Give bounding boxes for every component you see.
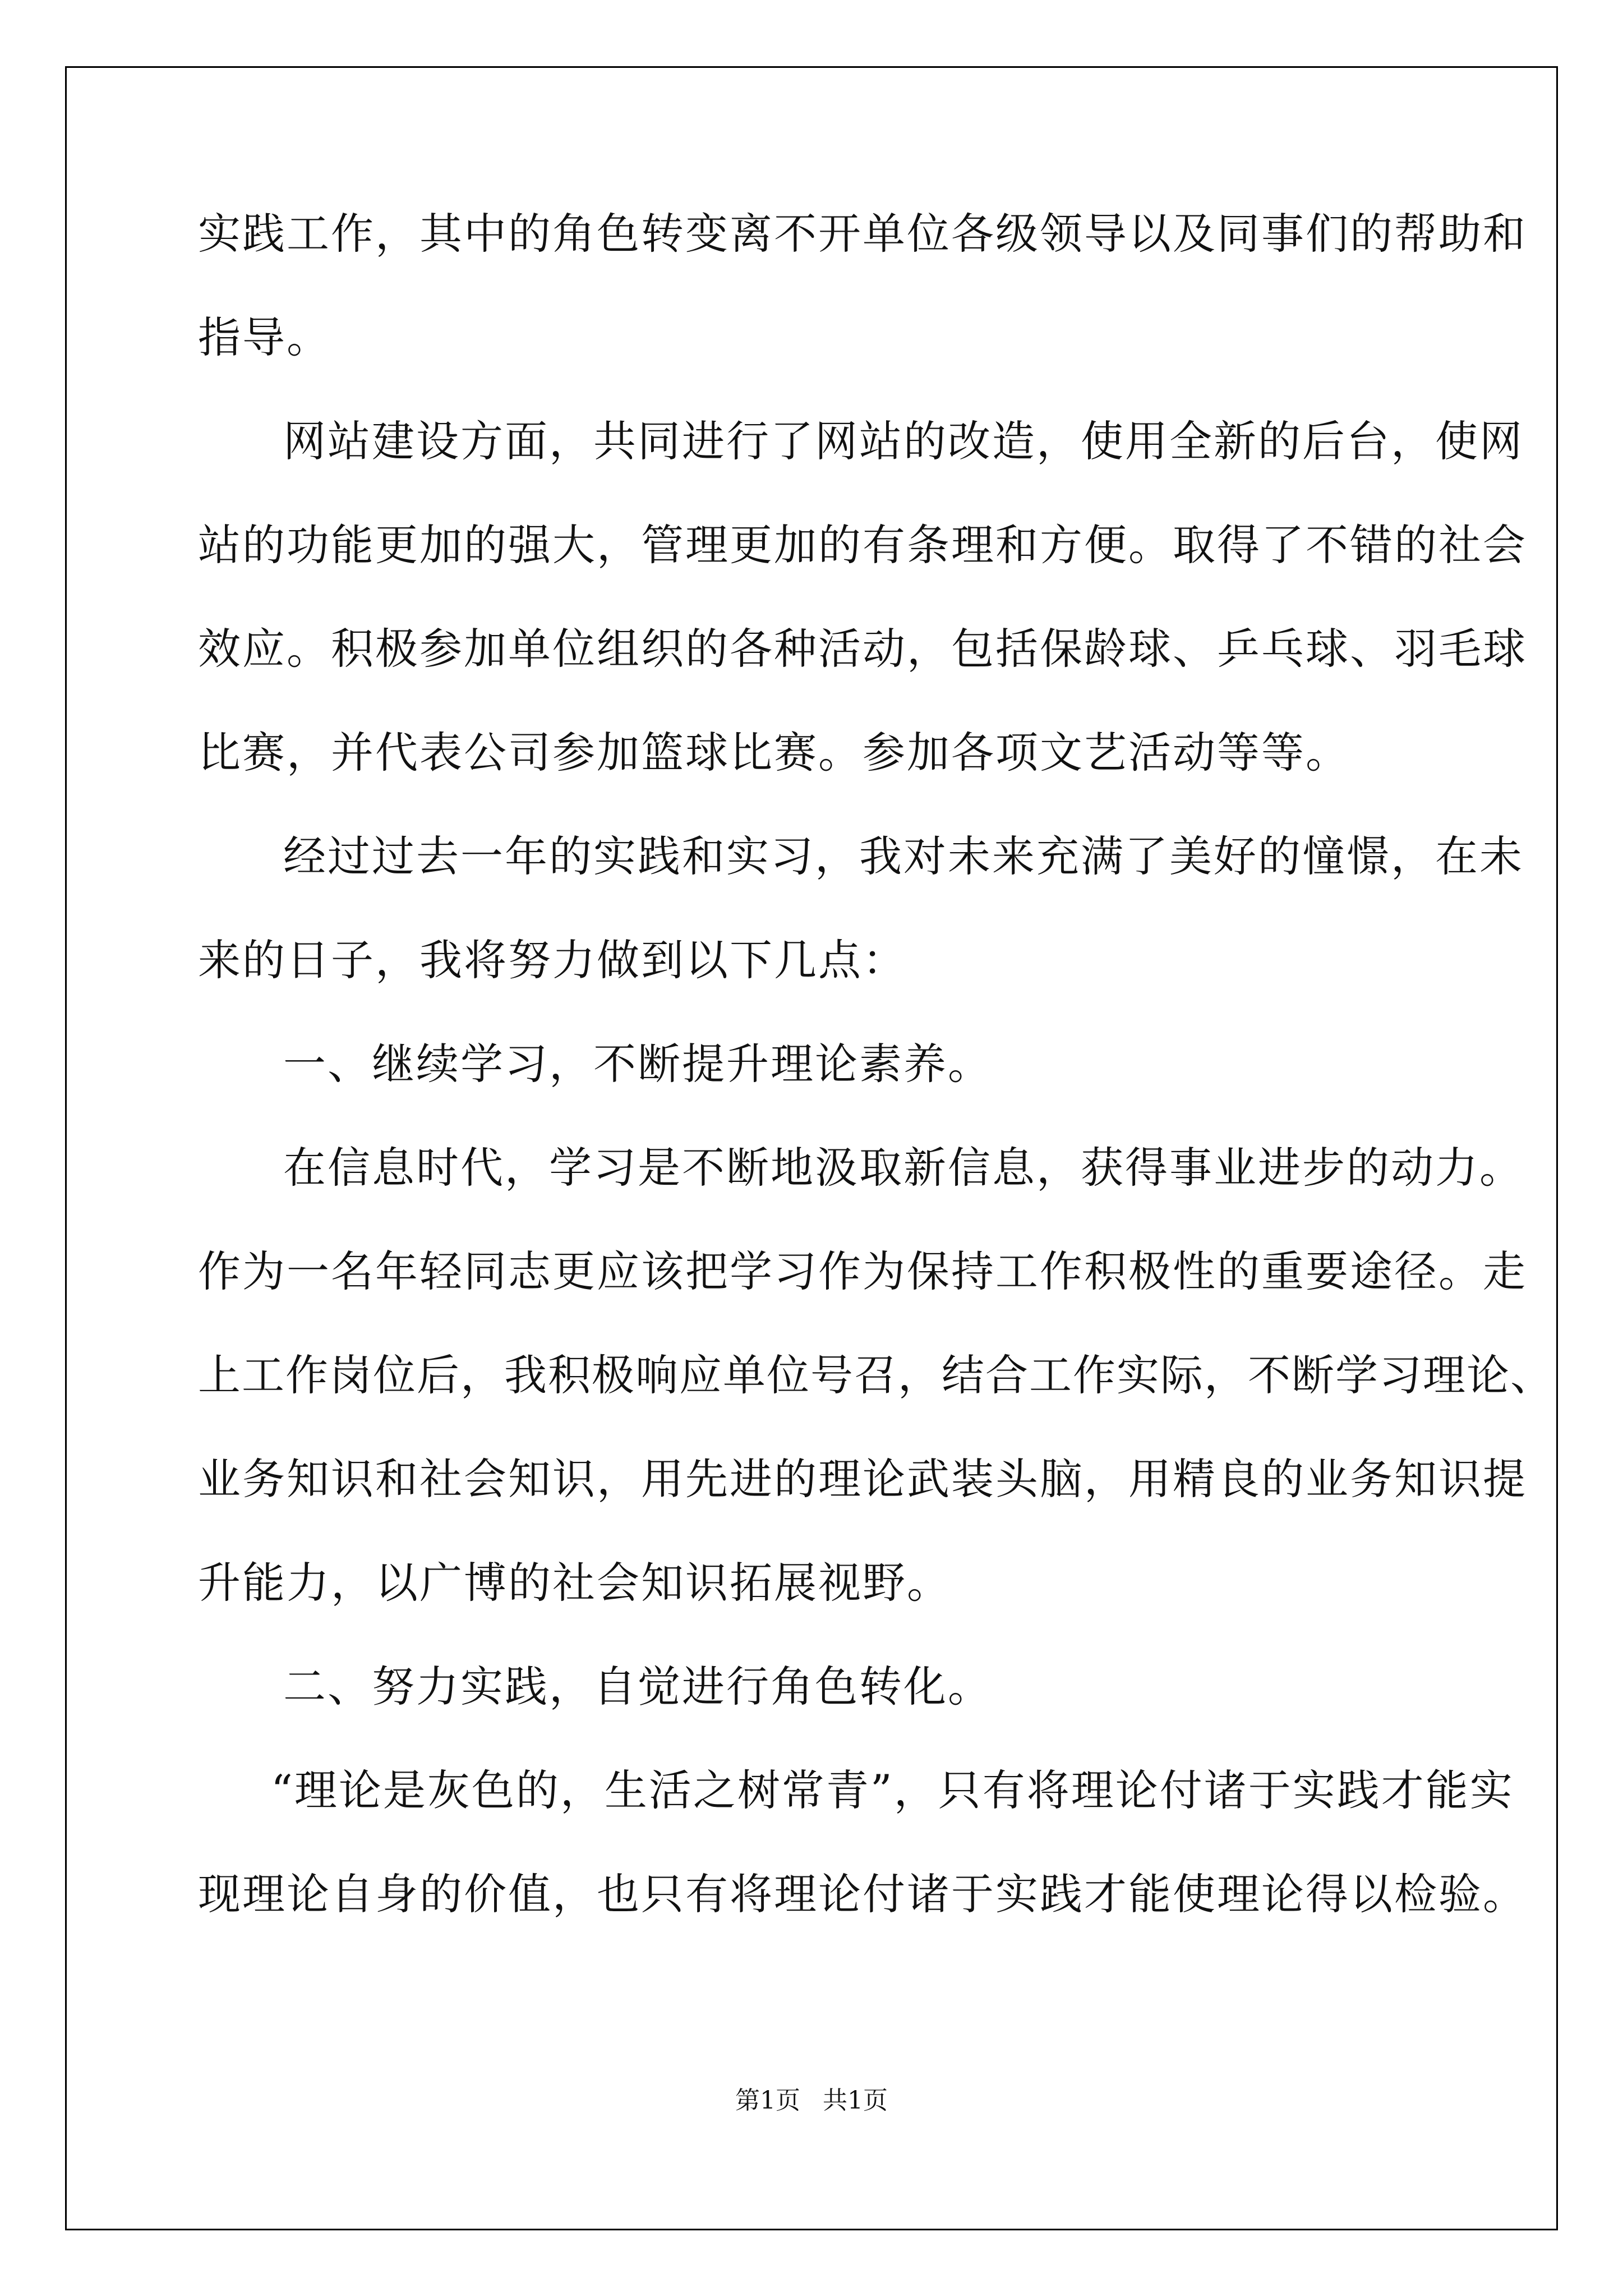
text-line-16: “理论是灰色的，生活之树常青”，只有将理论付诸于实践才能实 bbox=[271, 1765, 1514, 1815]
text-line-14: 升能力，以广博的社会知识拓展视野。 bbox=[198, 1558, 951, 1608]
text-line-7: 经过过去一年的实践和实习，我对未来充满了美好的憧憬，在未 bbox=[283, 831, 1524, 881]
text-line-8: 来的日子，我将努力做到以下几点： bbox=[198, 935, 907, 985]
text-line-9: 一、继续学习，不断提升理论素养。 bbox=[283, 1039, 992, 1089]
text-line-17: 现理论自身的价值，也只有将理论付诸于实践才能使理论得以检验。 bbox=[198, 1869, 1527, 1919]
text-line-5: 效应。积极参加单位组织的各种活动，包括保龄球、乒乓球、羽毛球 bbox=[198, 624, 1527, 674]
text-line-13: 业务知识和社会知识，用先进的理论武装头脑，用精良的业务知识提 bbox=[198, 1454, 1527, 1504]
document-body bbox=[198, 206, 1554, 1970]
page-number: 第1页 bbox=[735, 2086, 800, 2115]
page-total: 共1页 bbox=[823, 2086, 888, 2115]
text-line-3: 网站建设方面，共同进行了网站的改造，使用全新的后台，使网 bbox=[283, 416, 1524, 466]
text-line-11: 作为一名年轻同志更应该把学习作为保持工作积极性的重要途径。走 bbox=[198, 1246, 1527, 1296]
page-footer bbox=[0, 2080, 1623, 2116]
text-line-1: 实践工作，其中的角色转变离不开单位各级领导以及同事们的帮助和 bbox=[198, 209, 1527, 259]
text-line-4: 站的功能更加的强大，管理更加的有条理和方便。取得了不错的社会 bbox=[198, 520, 1527, 570]
text-line-15: 二、努力实践，自觉进行角色转化。 bbox=[283, 1662, 992, 1711]
text-line-2: 指导。 bbox=[198, 312, 331, 362]
text-line-10: 在信息时代，学习是不断地汲取新信息，获得事业进步的动力。 bbox=[283, 1143, 1524, 1193]
text-line-6: 比赛，并代表公司参加篮球比赛。参加各项文艺活动等等。 bbox=[198, 728, 1350, 777]
text-line-12: 上工作岗位后，我积极响应单位号召，结合工作实际，不断学习理论、 bbox=[198, 1350, 1554, 1400]
